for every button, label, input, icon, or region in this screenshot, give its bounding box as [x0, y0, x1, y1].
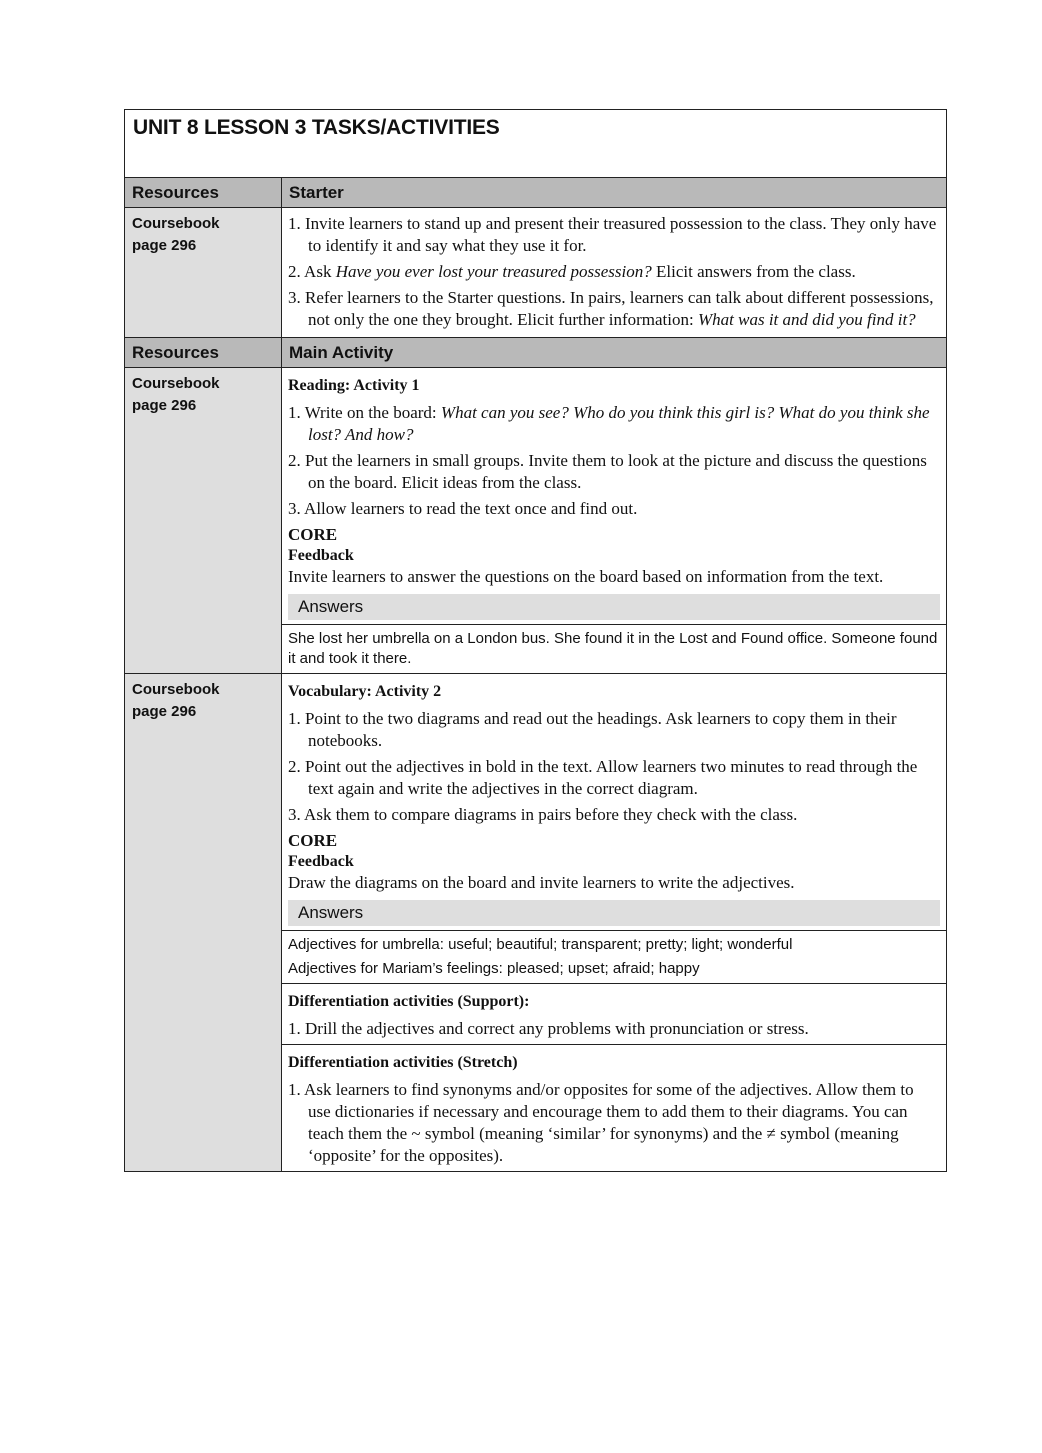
feedback-text: Invite learners to answer the questions on the board based on information from the text. [288, 567, 884, 586]
starter-content [282, 208, 947, 338]
list-item: 3. Ask them to compare diagrams in pairs before they check with the class. [288, 805, 798, 824]
resource-page: page 296 [132, 397, 197, 414]
main-activity-header: Main Activity [282, 338, 947, 368]
support-heading: Differentiation activities (Support): [288, 993, 530, 1010]
answers-box [282, 930, 946, 979]
activity1-content [282, 368, 947, 674]
answer-line: Adjectives for Mariam’s feelings: pleased; upset; afraid; happy [288, 960, 700, 977]
list-item: 3. Refer learners to the Starter questions. In pairs, learners can talk about different possessions, not only the one they brought. Elicit further information: What was it and did you find it? [288, 288, 934, 329]
activity2-content [282, 674, 947, 984]
answer-line: She lost her umbrella on a London bus. She found it in the Lost and Found office. Someone found it and took it there. [288, 630, 938, 667]
resources-header: Resources [125, 178, 282, 208]
resource-cell [125, 208, 282, 338]
page-title: UNIT 8 LESSON 3 TASKS/ACTIVITIES [133, 116, 500, 139]
activity-subheading: Reading: Activity 1 [288, 377, 420, 394]
list-item: 1. Drill the adjectives and correct any problems with pronunciation or stress. [288, 1019, 809, 1038]
resource-label: Coursebook [132, 215, 220, 232]
answers-header: Answers [288, 900, 940, 926]
stretch-heading: Differentiation activities (Stretch) [288, 1054, 518, 1071]
core-label: CORE [288, 525, 338, 544]
starter-header: Starter [282, 178, 947, 208]
answers-header: Answers [288, 594, 940, 620]
list-item: 1. Write on the board: What can you see? Who do you think this girl is? What do you think she lost? And how? [288, 403, 930, 444]
answer-line: Adjectives for umbrella: useful; beautiful; transparent; pretty; light; wonderful [288, 936, 793, 953]
list-item: 1. Ask learners to find synonyms and/or opposites for some of the adjectives. Allow them to use dictionaries if necessary and encourage them to add them to their diagrams. You can teach them the ~ symbol (meaning ‘similar’ for synonyms) and the ≠ symbol (meaning ‘opposite’ for the opposites). [288, 1080, 914, 1165]
resource-page: page 296 [132, 703, 197, 720]
resource-label: Coursebook [132, 375, 220, 392]
list-item: 2. Ask Have you ever lost your treasured possession? Elicit answers from the class. [288, 262, 856, 281]
feedback-label: Feedback [288, 547, 354, 564]
resource-label: Coursebook [132, 681, 220, 698]
list-item: 1. Invite learners to stand up and present their treasured possession to the class. They only have to identify it and say what they use it for. [288, 214, 937, 255]
support-content [282, 984, 947, 1045]
list-item: 3. Allow learners to read the text once and find out. [288, 499, 638, 518]
list-item: 1. Point to the two diagrams and read out the headings. Ask learners to copy them in their notebooks. [288, 709, 897, 750]
resources-header: Resources [125, 338, 282, 368]
resource-cell [125, 368, 282, 674]
answers-box [282, 624, 946, 669]
resource-page: page 296 [132, 237, 197, 254]
stretch-content [282, 1045, 947, 1172]
lesson-table [124, 109, 947, 1172]
feedback-text: Draw the diagrams on the board and invite learners to write the adjectives. [288, 873, 795, 892]
list-item: 2. Put the learners in small groups. Invite them to look at the picture and discuss the questions on the board. Elicit ideas from the class. [288, 451, 927, 492]
title-cell [125, 110, 947, 178]
list-item: 2. Point out the adjectives in bold in the text. Allow learners two minutes to read through the text again and write the adjectives in the correct diagram. [288, 757, 918, 798]
core-label: CORE [288, 831, 338, 850]
resource-cell [125, 674, 282, 1172]
activity-subheading: Vocabulary: Activity 2 [288, 683, 442, 700]
feedback-label: Feedback [288, 853, 354, 870]
